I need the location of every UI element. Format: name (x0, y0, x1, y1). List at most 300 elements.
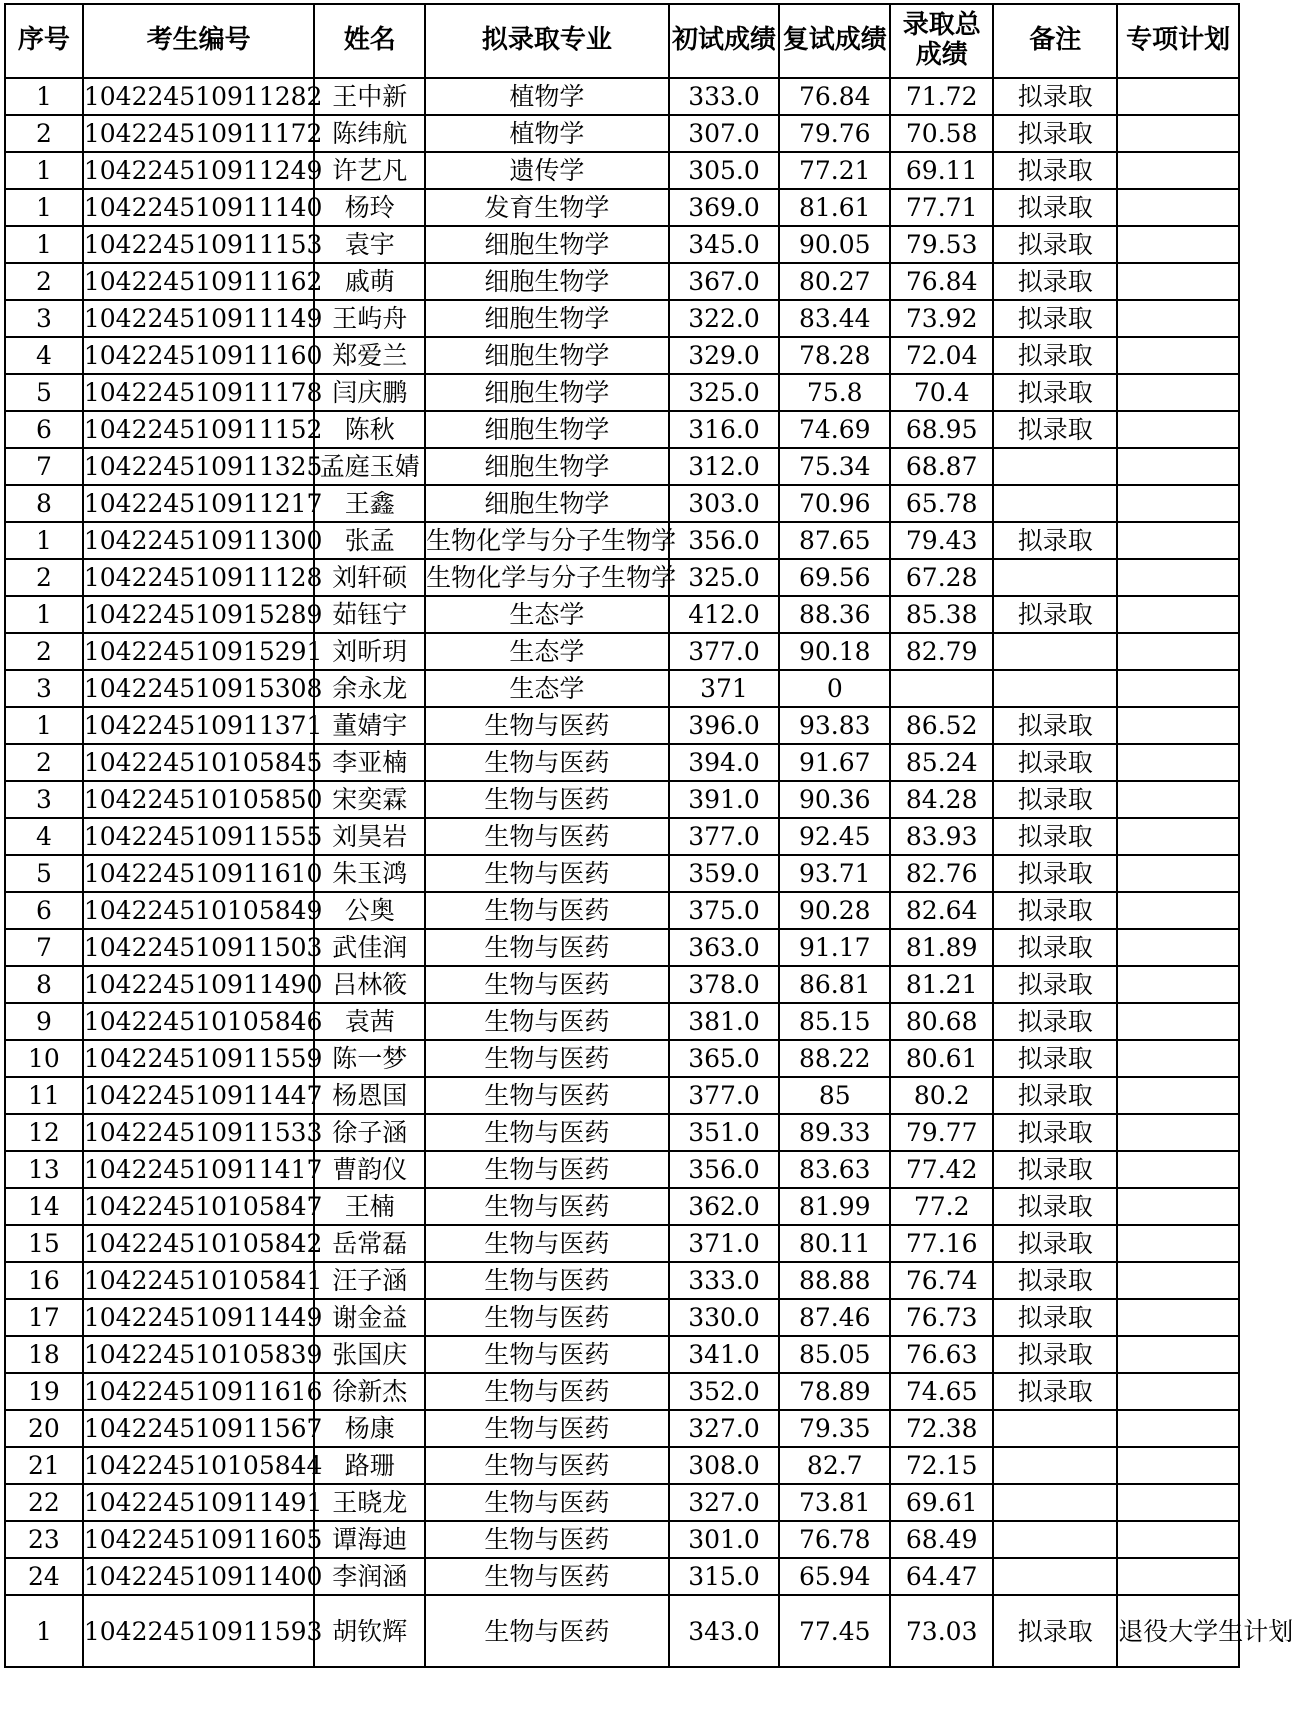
name-cell: 杨恩国 (314, 1077, 425, 1114)
retest-score-cell: 90.28 (779, 892, 890, 929)
initial-score-cell: 327.0 (669, 1484, 780, 1521)
retest-score-cell: 85 (779, 1077, 890, 1114)
total-score-cell: 72.04 (890, 337, 993, 374)
initial-score-cell: 325.0 (669, 374, 780, 411)
initial-score-cell: 362.0 (669, 1188, 780, 1225)
remark-cell (993, 633, 1117, 670)
initial-score-cell: 365.0 (669, 1040, 780, 1077)
special-plan-cell (1117, 670, 1239, 707)
total-score-cell: 77.16 (890, 1225, 993, 1262)
special-plan-cell (1117, 374, 1239, 411)
table-row (5, 1225, 1239, 1262)
major-cell: 生物与医药 (425, 1410, 669, 1447)
remark-cell: 拟录取 (993, 892, 1117, 929)
seq-cell: 2 (5, 744, 83, 781)
total-score-cell: 86.52 (890, 707, 993, 744)
table-row (5, 1521, 1239, 1558)
retest-score-cell: 79.76 (779, 115, 890, 152)
retest-score-cell: 86.81 (779, 966, 890, 1003)
table-row (5, 189, 1239, 226)
total-score-cell: 80.61 (890, 1040, 993, 1077)
remark-cell: 拟录取 (993, 152, 1117, 189)
remark-cell: 拟录取 (993, 1595, 1117, 1667)
initial-score-cell: 381.0 (669, 1003, 780, 1040)
remark-cell: 拟录取 (993, 1151, 1117, 1188)
remark-cell: 拟录取 (993, 374, 1117, 411)
major-cell: 细胞生物学 (425, 374, 669, 411)
exam-id-cell: 104224510105849 (83, 892, 314, 929)
special-plan-cell (1117, 1225, 1239, 1262)
retest-score-cell: 88.22 (779, 1040, 890, 1077)
special-plan-cell (1117, 1151, 1239, 1188)
major-cell: 生物与医药 (425, 1484, 669, 1521)
initial-score-cell: 371.0 (669, 1225, 780, 1262)
exam-id-cell: 104224510911300 (83, 522, 314, 559)
remark-cell: 拟录取 (993, 744, 1117, 781)
initial-score-cell: 377.0 (669, 818, 780, 855)
total-score-cell: 80.2 (890, 1077, 993, 1114)
exam-id-cell: 104224510911400 (83, 1558, 314, 1595)
special-plan-cell (1117, 781, 1239, 818)
retest-score-cell: 80.27 (779, 263, 890, 300)
table-row (5, 1040, 1239, 1077)
exam-id-cell: 104224510915291 (83, 633, 314, 670)
table-row (5, 633, 1239, 670)
total-score-cell: 65.78 (890, 485, 993, 522)
remark-cell: 拟录取 (993, 1040, 1117, 1077)
exam-id-cell: 104224510105850 (83, 781, 314, 818)
initial-score-cell: 329.0 (669, 337, 780, 374)
special-plan-cell (1117, 1003, 1239, 1040)
total-score-cell: 69.11 (890, 152, 993, 189)
initial-score-cell: 301.0 (669, 1521, 780, 1558)
table-header (5, 4, 1239, 78)
admission-table (4, 3, 1293, 1668)
remark-cell (993, 1484, 1117, 1521)
table-row (5, 966, 1239, 1003)
table-row (5, 670, 1239, 707)
seq-cell: 17 (5, 1299, 83, 1336)
total-score-cell: 82.64 (890, 892, 993, 929)
seq-cell: 9 (5, 1003, 83, 1040)
seq-cell: 4 (5, 337, 83, 374)
major-cell: 生物与医药 (425, 818, 669, 855)
initial-score-cell: 343.0 (669, 1595, 780, 1667)
name-cell: 王鑫 (314, 485, 425, 522)
table-row (5, 1558, 1239, 1595)
initial-score-cell: 305.0 (669, 152, 780, 189)
name-cell: 谭海迪 (314, 1521, 425, 1558)
exam-id-cell: 104224510911140 (83, 189, 314, 226)
admission-sheet (4, 3, 1293, 1668)
remark-cell: 拟录取 (993, 522, 1117, 559)
table-row (5, 707, 1239, 744)
total-score-cell: 76.74 (890, 1262, 993, 1299)
special-plan-cell (1117, 596, 1239, 633)
exam-id-cell: 104224510915289 (83, 596, 314, 633)
initial-score-cell: 356.0 (669, 1151, 780, 1188)
col-exam-id-header: 考生编号 (83, 4, 314, 78)
table-row (5, 744, 1239, 781)
retest-score-cell: 78.89 (779, 1373, 890, 1410)
initial-score-cell: 330.0 (669, 1299, 780, 1336)
name-cell: 陈秋 (314, 411, 425, 448)
total-score-cell (890, 670, 993, 707)
retest-score-cell: 92.45 (779, 818, 890, 855)
seq-cell: 1 (5, 1595, 83, 1667)
major-cell: 细胞生物学 (425, 448, 669, 485)
major-cell: 细胞生物学 (425, 263, 669, 300)
special-plan-cell (1117, 1521, 1239, 1558)
seq-cell: 2 (5, 263, 83, 300)
major-cell: 细胞生物学 (425, 411, 669, 448)
exam-id-cell: 104224510911149 (83, 300, 314, 337)
special-plan-cell (1117, 300, 1239, 337)
remark-cell: 拟录取 (993, 1299, 1117, 1336)
remark-cell: 拟录取 (993, 1262, 1117, 1299)
major-cell: 生物化学与分子生物学 (425, 559, 669, 596)
seq-cell: 7 (5, 448, 83, 485)
total-score-cell: 70.58 (890, 115, 993, 152)
major-cell: 细胞生物学 (425, 337, 669, 374)
major-cell: 生物与医药 (425, 1151, 669, 1188)
retest-score-cell: 75.34 (779, 448, 890, 485)
special-plan-cell (1117, 1558, 1239, 1595)
name-cell: 徐新杰 (314, 1373, 425, 1410)
special-plan-cell (1117, 189, 1239, 226)
seq-cell: 1 (5, 152, 83, 189)
remark-cell: 拟录取 (993, 1225, 1117, 1262)
total-score-cell: 68.49 (890, 1521, 993, 1558)
major-cell: 生物与医药 (425, 1595, 669, 1667)
seq-cell: 5 (5, 374, 83, 411)
retest-score-cell: 77.45 (779, 1595, 890, 1667)
table-row (5, 337, 1239, 374)
total-score-cell: 76.63 (890, 1336, 993, 1373)
seq-cell: 18 (5, 1336, 83, 1373)
name-cell: 杨玲 (314, 189, 425, 226)
total-score-cell: 81.21 (890, 966, 993, 1003)
total-score-cell: 64.47 (890, 1558, 993, 1595)
seq-cell: 1 (5, 226, 83, 263)
name-cell: 茹钰宁 (314, 596, 425, 633)
name-cell: 李亚楠 (314, 744, 425, 781)
retest-score-cell: 78.28 (779, 337, 890, 374)
name-cell: 孟庭玉婧 (314, 448, 425, 485)
exam-id-cell: 104224510105841 (83, 1262, 314, 1299)
retest-score-cell: 81.99 (779, 1188, 890, 1225)
name-cell: 吕林筱 (314, 966, 425, 1003)
major-cell: 生物与医药 (425, 781, 669, 818)
initial-score-cell: 359.0 (669, 855, 780, 892)
total-score-cell: 68.95 (890, 411, 993, 448)
col-major-header: 拟录取专业 (425, 4, 669, 78)
initial-score-cell: 369.0 (669, 189, 780, 226)
name-cell: 宋奕霖 (314, 781, 425, 818)
special-plan-cell (1117, 818, 1239, 855)
name-cell: 路珊 (314, 1447, 425, 1484)
initial-score-cell: 316.0 (669, 411, 780, 448)
exam-id-cell: 104224510911533 (83, 1114, 314, 1151)
exam-id-cell: 104224510911567 (83, 1410, 314, 1447)
major-cell: 细胞生物学 (425, 226, 669, 263)
initial-score-cell: 312.0 (669, 448, 780, 485)
initial-score-cell: 307.0 (669, 115, 780, 152)
remark-cell (993, 485, 1117, 522)
major-cell: 生物与医药 (425, 1447, 669, 1484)
special-plan-cell (1117, 152, 1239, 189)
name-cell: 余永龙 (314, 670, 425, 707)
retest-score-cell: 82.7 (779, 1447, 890, 1484)
special-plan-cell (1117, 707, 1239, 744)
exam-id-cell: 104224510911503 (83, 929, 314, 966)
total-score-cell: 85.24 (890, 744, 993, 781)
table-row (5, 226, 1239, 263)
initial-score-cell: 375.0 (669, 892, 780, 929)
total-score-cell: 83.93 (890, 818, 993, 855)
remark-cell (993, 448, 1117, 485)
total-score-cell: 79.53 (890, 226, 993, 263)
remark-cell: 拟录取 (993, 596, 1117, 633)
retest-score-cell: 88.36 (779, 596, 890, 633)
name-cell: 张孟 (314, 522, 425, 559)
total-score-cell: 69.61 (890, 1484, 993, 1521)
seq-cell: 24 (5, 1558, 83, 1595)
major-cell: 生物与医药 (425, 707, 669, 744)
name-cell: 陈一梦 (314, 1040, 425, 1077)
major-cell: 生物化学与分子生物学 (425, 522, 669, 559)
initial-score-cell: 341.0 (669, 1336, 780, 1373)
special-plan-cell (1117, 633, 1239, 670)
retest-score-cell: 90.05 (779, 226, 890, 263)
major-cell: 生态学 (425, 633, 669, 670)
remark-cell: 拟录取 (993, 115, 1117, 152)
initial-score-cell: 378.0 (669, 966, 780, 1003)
table-row (5, 152, 1239, 189)
table-row (5, 1299, 1239, 1336)
table-row (5, 1595, 1239, 1667)
col-seq-header: 序号 (5, 4, 83, 78)
retest-score-cell: 0 (779, 670, 890, 707)
major-cell: 细胞生物学 (425, 485, 669, 522)
remark-cell: 拟录取 (993, 1114, 1117, 1151)
seq-cell: 6 (5, 892, 83, 929)
major-cell: 生物与医药 (425, 1558, 669, 1595)
retest-score-cell: 76.78 (779, 1521, 890, 1558)
name-cell: 袁宇 (314, 226, 425, 263)
special-plan-cell (1117, 485, 1239, 522)
remark-cell: 拟录取 (993, 707, 1117, 744)
initial-score-cell: 345.0 (669, 226, 780, 263)
total-score-cell: 76.73 (890, 1299, 993, 1336)
exam-id-cell: 104224510911282 (83, 78, 314, 115)
name-cell: 李润涵 (314, 1558, 425, 1595)
table-row (5, 263, 1239, 300)
initial-score-cell: 333.0 (669, 1262, 780, 1299)
special-plan-cell (1117, 929, 1239, 966)
exam-id-cell: 104224510911325 (83, 448, 314, 485)
initial-score-cell: 322.0 (669, 300, 780, 337)
table-row (5, 522, 1239, 559)
retest-score-cell: 83.44 (779, 300, 890, 337)
seq-cell: 4 (5, 818, 83, 855)
table-row (5, 1003, 1239, 1040)
initial-score-cell: 325.0 (669, 559, 780, 596)
table-row (5, 1336, 1239, 1373)
total-score-cell: 82.76 (890, 855, 993, 892)
remark-cell (993, 1447, 1117, 1484)
exam-id-cell: 104224510911593 (83, 1595, 314, 1667)
seq-cell: 15 (5, 1225, 83, 1262)
initial-score-cell: 356.0 (669, 522, 780, 559)
retest-score-cell: 91.17 (779, 929, 890, 966)
seq-cell: 22 (5, 1484, 83, 1521)
name-cell: 王中新 (314, 78, 425, 115)
major-cell: 生物与医药 (425, 1373, 669, 1410)
table-row (5, 818, 1239, 855)
seq-cell: 12 (5, 1114, 83, 1151)
special-plan-cell (1117, 744, 1239, 781)
retest-score-cell: 88.88 (779, 1262, 890, 1299)
remark-cell: 拟录取 (993, 411, 1117, 448)
seq-cell: 6 (5, 411, 83, 448)
initial-score-cell: 308.0 (669, 1447, 780, 1484)
major-cell: 生物与医药 (425, 966, 669, 1003)
exam-id-cell: 104224510911249 (83, 152, 314, 189)
name-cell: 岳常磊 (314, 1225, 425, 1262)
remark-cell: 拟录取 (993, 1077, 1117, 1114)
special-plan-cell (1117, 263, 1239, 300)
total-score-cell: 80.68 (890, 1003, 993, 1040)
special-plan-cell (1117, 1114, 1239, 1151)
name-cell: 公奥 (314, 892, 425, 929)
major-cell: 生物与医药 (425, 892, 669, 929)
table-row (5, 929, 1239, 966)
seq-cell: 7 (5, 929, 83, 966)
exam-id-cell: 104224510915308 (83, 670, 314, 707)
retest-score-cell: 73.81 (779, 1484, 890, 1521)
initial-score-cell: 377.0 (669, 1077, 780, 1114)
seq-cell: 5 (5, 855, 83, 892)
major-cell: 遗传学 (425, 152, 669, 189)
name-cell: 张国庆 (314, 1336, 425, 1373)
major-cell: 生物与医药 (425, 1077, 669, 1114)
seq-cell: 13 (5, 1151, 83, 1188)
major-cell: 生物与医药 (425, 1299, 669, 1336)
seq-cell: 8 (5, 966, 83, 1003)
col-remark-header: 备注 (993, 4, 1117, 78)
remark-cell: 拟录取 (993, 263, 1117, 300)
retest-score-cell: 76.84 (779, 78, 890, 115)
retest-score-cell: 69.56 (779, 559, 890, 596)
special-plan-cell (1117, 1299, 1239, 1336)
name-cell: 闫庆鹏 (314, 374, 425, 411)
special-plan-cell (1117, 115, 1239, 152)
exam-id-cell: 104224510911162 (83, 263, 314, 300)
exam-id-cell: 104224510911178 (83, 374, 314, 411)
seq-cell: 3 (5, 781, 83, 818)
total-score-cell: 84.28 (890, 781, 993, 818)
total-score-cell: 79.43 (890, 522, 993, 559)
retest-score-cell: 65.94 (779, 1558, 890, 1595)
total-score-cell: 74.65 (890, 1373, 993, 1410)
table-row (5, 1410, 1239, 1447)
name-cell: 董婧宇 (314, 707, 425, 744)
table-row (5, 448, 1239, 485)
exam-id-cell: 104224510105847 (83, 1188, 314, 1225)
initial-score-cell: 367.0 (669, 263, 780, 300)
col-special-plan-header: 专项计划 (1117, 4, 1239, 78)
seq-cell: 1 (5, 596, 83, 633)
initial-score-cell: 363.0 (669, 929, 780, 966)
total-score-cell: 76.84 (890, 263, 993, 300)
seq-cell: 10 (5, 1040, 83, 1077)
initial-score-cell: 412.0 (669, 596, 780, 633)
seq-cell: 1 (5, 189, 83, 226)
total-score-cell: 72.15 (890, 1447, 993, 1484)
col-retest-score-header: 复试成绩 (779, 4, 890, 78)
major-cell: 植物学 (425, 78, 669, 115)
exam-id-cell: 104224510911616 (83, 1373, 314, 1410)
table-row (5, 1484, 1239, 1521)
remark-cell (993, 1558, 1117, 1595)
retest-score-cell: 85.05 (779, 1336, 890, 1373)
special-plan-cell (1117, 966, 1239, 1003)
exam-id-cell: 104224510911217 (83, 485, 314, 522)
special-plan-cell (1117, 522, 1239, 559)
total-score-cell: 77.71 (890, 189, 993, 226)
table-row (5, 485, 1239, 522)
retest-score-cell: 89.33 (779, 1114, 890, 1151)
table-row (5, 855, 1239, 892)
exam-id-cell: 104224510911610 (83, 855, 314, 892)
col-name-header: 姓名 (314, 4, 425, 78)
exam-id-cell: 104224510911417 (83, 1151, 314, 1188)
initial-score-cell: 333.0 (669, 78, 780, 115)
initial-score-cell: 396.0 (669, 707, 780, 744)
total-score-cell: 72.38 (890, 1410, 993, 1447)
total-score-cell: 82.79 (890, 633, 993, 670)
seq-cell: 3 (5, 670, 83, 707)
exam-id-cell: 104224510911153 (83, 226, 314, 263)
exam-id-cell: 104224510911371 (83, 707, 314, 744)
exam-id-cell: 104224510105839 (83, 1336, 314, 1373)
special-plan-cell (1117, 1188, 1239, 1225)
retest-score-cell: 85.15 (779, 1003, 890, 1040)
exam-id-cell: 104224510911449 (83, 1299, 314, 1336)
major-cell: 植物学 (425, 115, 669, 152)
table-row (5, 374, 1239, 411)
special-plan-cell (1117, 1077, 1239, 1114)
col-total-score-header: 录取总成绩 (890, 4, 993, 78)
name-cell: 刘昊岩 (314, 818, 425, 855)
retest-score-cell: 83.63 (779, 1151, 890, 1188)
initial-score-cell: 352.0 (669, 1373, 780, 1410)
special-plan-cell (1117, 559, 1239, 596)
remark-cell: 拟录取 (993, 818, 1117, 855)
special-plan-cell (1117, 1484, 1239, 1521)
retest-score-cell: 87.65 (779, 522, 890, 559)
seq-cell: 16 (5, 1262, 83, 1299)
major-cell: 生物与医药 (425, 1521, 669, 1558)
seq-cell: 19 (5, 1373, 83, 1410)
remark-cell: 拟录取 (993, 929, 1117, 966)
table-row (5, 78, 1239, 115)
retest-score-cell: 79.35 (779, 1410, 890, 1447)
name-cell: 杨康 (314, 1410, 425, 1447)
table-row (5, 781, 1239, 818)
seq-cell: 1 (5, 707, 83, 744)
